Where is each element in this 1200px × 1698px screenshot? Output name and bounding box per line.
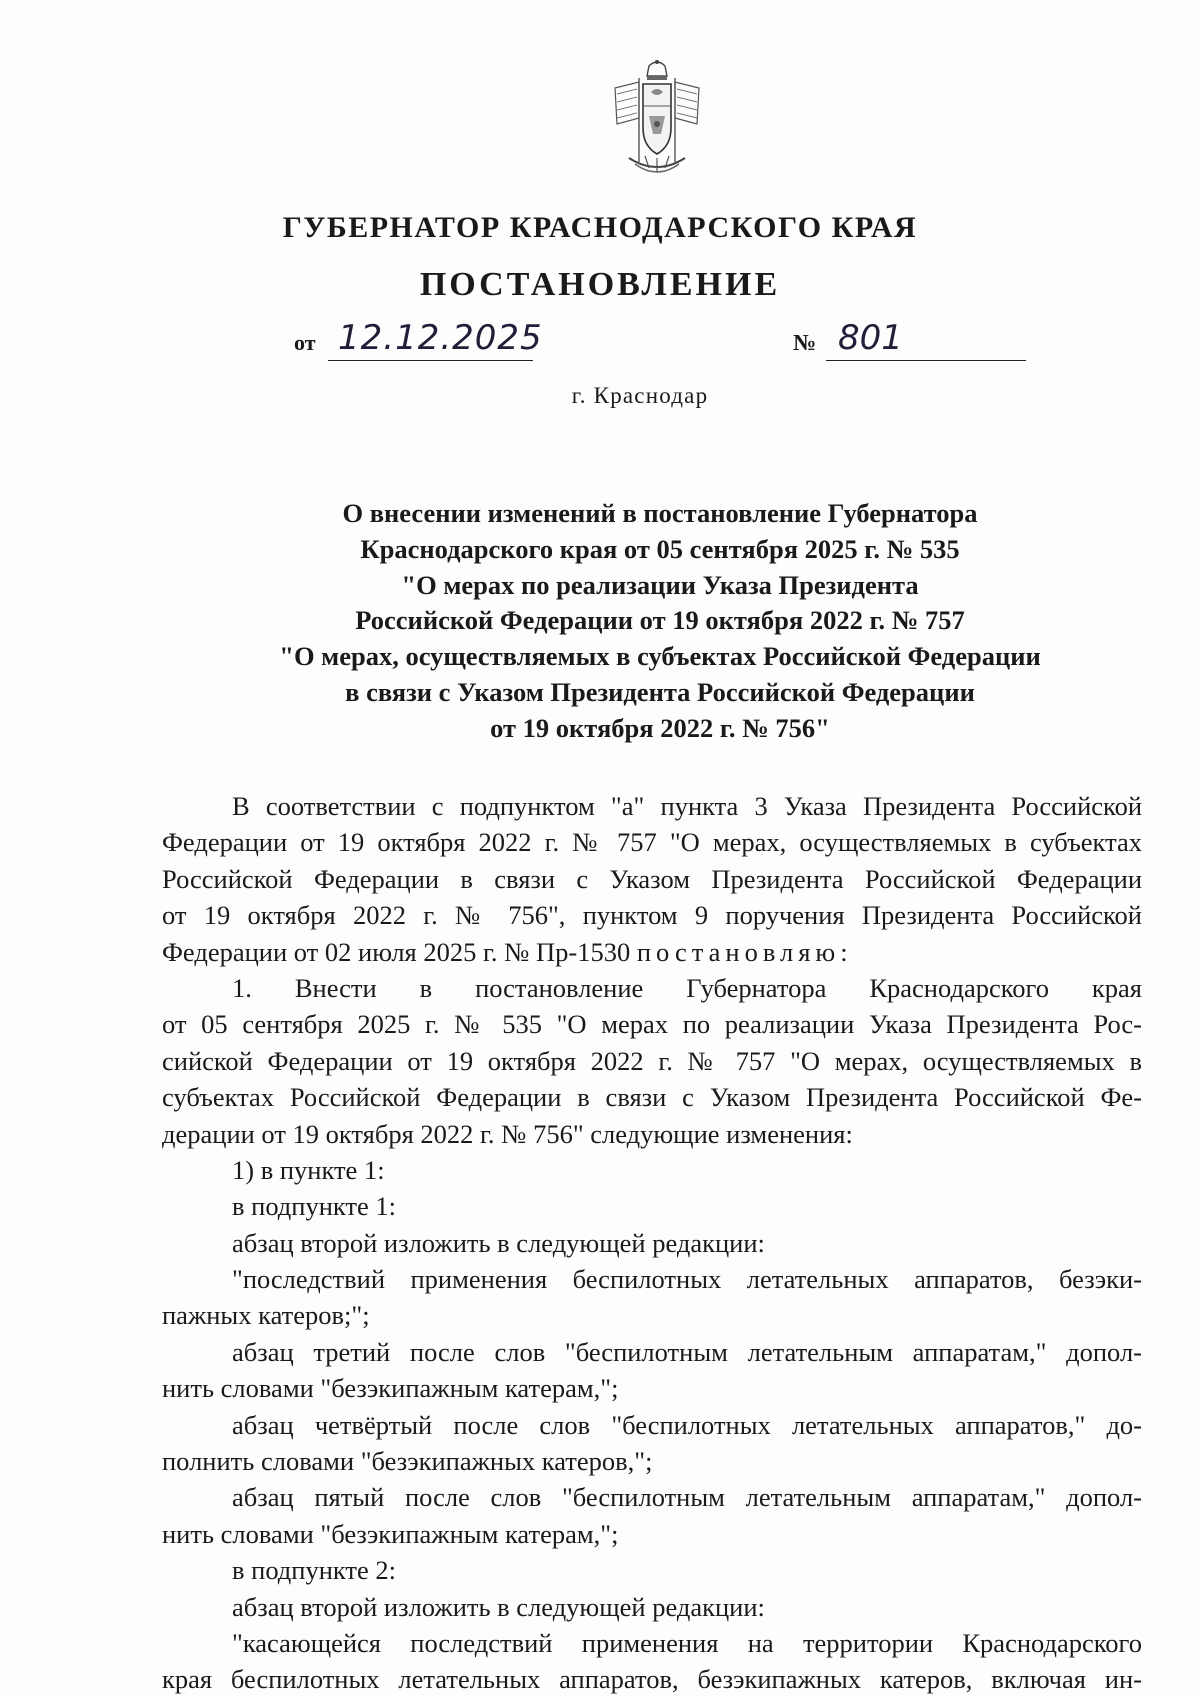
body-line: "касающейся последствий применения на территории Краснодарского [232,1627,1142,1658]
body-line: в подпункте 1: [232,1191,397,1222]
body-line: от 05 сентября 2025 г. № 535 "О мерах по реализации Указа Президента Рос- [162,1009,1142,1040]
title-line: О внесении изменений в постановление Губернатора [342,498,978,528]
body-line: абзац пятый после слов "беспилотным летательным аппаратам," допол- [232,1482,1142,1513]
title-line: "О мерах по реализации Указа Президента [401,569,919,600]
body-line: нить словами "безэкипажным катерам,"; [162,1373,619,1404]
body-line: абзац четвёртый после слов "беспилотных летательных аппаратов," до- [232,1409,1142,1440]
body-line: от 19 октября 2022 г. № 756", пунктом 9 поручения Президента Российской [162,900,1142,931]
title-line: в связи с Указом Президента Российской Федерации [345,676,975,707]
date-value: 12.12.2025 [338,318,543,358]
date-prefix: от [294,330,316,355]
body-line: Российской Федерации в связи с Указом Президента Российской Федерации [162,863,1142,894]
body-line: абзац второй изложить в следующей редакции: [232,1227,765,1258]
number-value: 801 [838,318,903,358]
body-line: нить словами "безэкипажным катерам,"; [162,1518,619,1549]
title-line: Краснодарского края от 05 сентября 2025 г. № 535 [360,533,960,564]
document-title [220,496,1100,747]
document-body [162,788,1142,1698]
krasnodar-coat-of-arms-icon [605,58,709,182]
number-label: № [793,330,817,355]
body-text: Федерации от 02 июля 2025 г. № Пр-1530 [162,936,637,967]
title-line: Российской Федерации от 19 октября 2022 г. № 757 [355,605,965,636]
body-line: "последствий применения беспилотных летательных аппаратов, безэки- [232,1264,1142,1295]
body-line: 1. Внести в постановление Губернатора Краснодарского края [232,972,1142,1003]
body-line: абзац второй изложить в следующей редакции: [232,1591,765,1622]
body-line: 1) в пункте 1: [232,1154,385,1185]
body-line: полнить словами "безэкипажных катеров,"; [162,1446,653,1477]
title-line: от 19 октября 2022 г. № 756" [490,712,830,743]
body-line: В соответствии с подпунктом "а" пункта 3 Указа Президента Российской [232,791,1142,821]
body-line: края беспилотных летательных аппаратов, безэкипажных катеров, включая ин- [162,1664,1142,1695]
date-underline [328,360,533,361]
document-type: ПОСТАНОВЛЕНИЕ [419,266,781,303]
body-line: сийской Федерации от 19 октября 2022 г. № 757 "О мерах, осуществляемых в [162,1045,1142,1076]
number-underline [826,360,1026,361]
body-line: в подпункте 2: [232,1555,397,1586]
title-line: "О мерах, осуществляемых в субъектах Российской Федерации [279,641,1041,672]
body-line: пажных катеров;"; [162,1300,370,1331]
body-line: абзац третий после слов "беспилотным летательным аппаратам," допол- [232,1336,1142,1367]
body-line: субъектах Российской Федерации в связи с Указом Президента Российской Фе- [162,1082,1142,1113]
city: г. Краснодар [571,383,709,408]
body-line [162,934,1142,970]
body-line: дерации от 19 октября 2022 г. № 756" следующие изменения: [162,1118,853,1149]
body-line: Федерации от 19 октября 2022 г. № 757 "О мерах, осуществляемых в субъектах [162,827,1142,858]
resolve-word: постановляю: [636,936,853,967]
issuing-authority: ГУБЕРНАТОР КРАСНОДАРСКОГО КРАЯ [282,211,918,244]
